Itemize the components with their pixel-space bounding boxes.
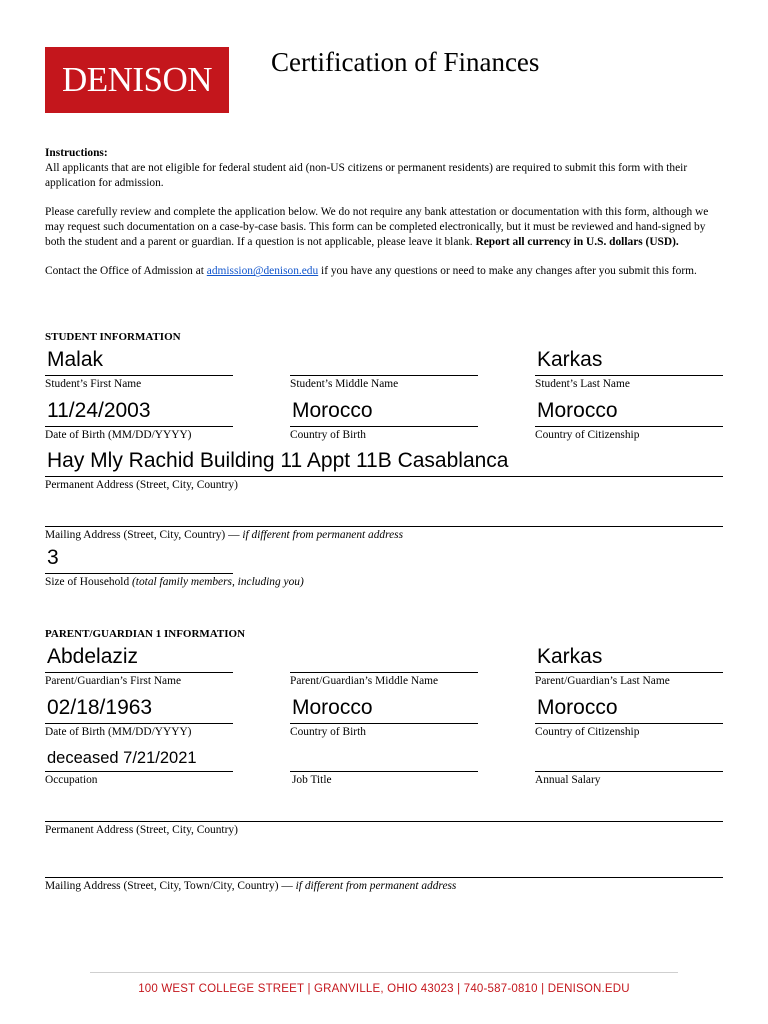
instructions-heading: Instructions: <box>45 147 108 159</box>
field-value: Malak <box>47 348 104 371</box>
field-label: Date of Birth (MM/DD/YYYY) <box>45 429 192 441</box>
field-label: Country of Birth <box>290 726 366 738</box>
field-value: Morocco <box>537 696 618 719</box>
field-label: Job Title <box>292 774 332 786</box>
field-label: Parent/Guardian’s Last Name <box>535 675 670 687</box>
field-label: Permanent Address (Street, City, Country) <box>45 479 238 491</box>
instructions-p2: Please carefully review and complete the application below. We do not require any bank attestation or documentation with this form, although we may request such documentation on a case-by-case basis. This form can be completed electronically, but it must be reviewed and hand-signed by both the student and a parent or guardian. If a question is not applicable, please leave it blank. Report all currency in U.S. dollars (USD). <box>45 206 709 248</box>
field-label: Date of Birth (MM/DD/YYYY) <box>45 726 192 738</box>
field-label: Country of Birth <box>290 429 366 441</box>
field-label: Mailing Address (Street, City, Town/City, Country) — if different from permanent address <box>45 880 457 892</box>
footer-divider <box>90 972 678 973</box>
instructions <box>45 146 725 294</box>
field-label: Size of Household (total family members, including you) <box>45 576 304 588</box>
field-value: 3 <box>47 546 59 569</box>
instructions-p1: All applicants that are not eligible for federal student aid (non-US citizens or permanent residents) are required to submit this form with their application for admission. <box>45 161 688 189</box>
field-label: Annual Salary <box>535 774 601 786</box>
admission-email-link[interactable]: admission@denison.edu <box>206 265 319 278</box>
field-value: Abdelaziz <box>47 645 139 668</box>
currency-note: Report all currency in U.S. dollars (USD). <box>475 235 679 248</box>
field-value: deceased 7/21/2021 <box>47 749 197 767</box>
instructions-p3: Contact the Office of Admission at admission@denison.edu if you have any questions or need to make any changes after you submit this form. <box>45 265 697 278</box>
field-label: Mailing Address (Street, City, Country) — if different from permanent address <box>45 529 404 541</box>
field-label: Country of Citizenship <box>535 726 640 738</box>
logo-text: DENISON <box>61 60 213 99</box>
field-label: Student’s First Name <box>45 378 142 390</box>
field-value: 11/24/2003 <box>47 399 151 422</box>
field-value: Karkas <box>537 645 603 668</box>
parent1-section-heading: PARENT/GUARDIAN 1 INFORMATION <box>45 628 246 640</box>
footer-address: 100 WEST COLLEGE STREET | GRANVILLE, OHIO 43023 | 740-587-0810 | DENISON.EDU <box>138 983 630 995</box>
field-label: Permanent Address (Street, City, Country) <box>45 824 238 836</box>
field-value: Karkas <box>537 348 603 371</box>
field-value: Hay Mly Rachid Building 11 Appt 11B Casablanca <box>47 449 509 472</box>
field-label: Occupation <box>45 774 98 786</box>
field-value: Morocco <box>537 399 618 422</box>
field-value: 02/18/1963 <box>47 696 153 719</box>
field-label: Country of Citizenship <box>535 429 640 441</box>
field-label: Student’s Last Name <box>535 378 630 390</box>
page-title: Certification of Finances <box>271 47 540 77</box>
student-section-heading: STUDENT INFORMATION <box>45 331 181 343</box>
field-label: Student’s Middle Name <box>290 378 399 390</box>
denison-logo <box>45 47 229 113</box>
field-value: Morocco <box>292 696 373 719</box>
field-label: Parent/Guardian’s Middle Name <box>290 675 439 687</box>
field-value: Morocco <box>292 399 373 422</box>
field-label: Parent/Guardian’s First Name <box>45 675 182 687</box>
